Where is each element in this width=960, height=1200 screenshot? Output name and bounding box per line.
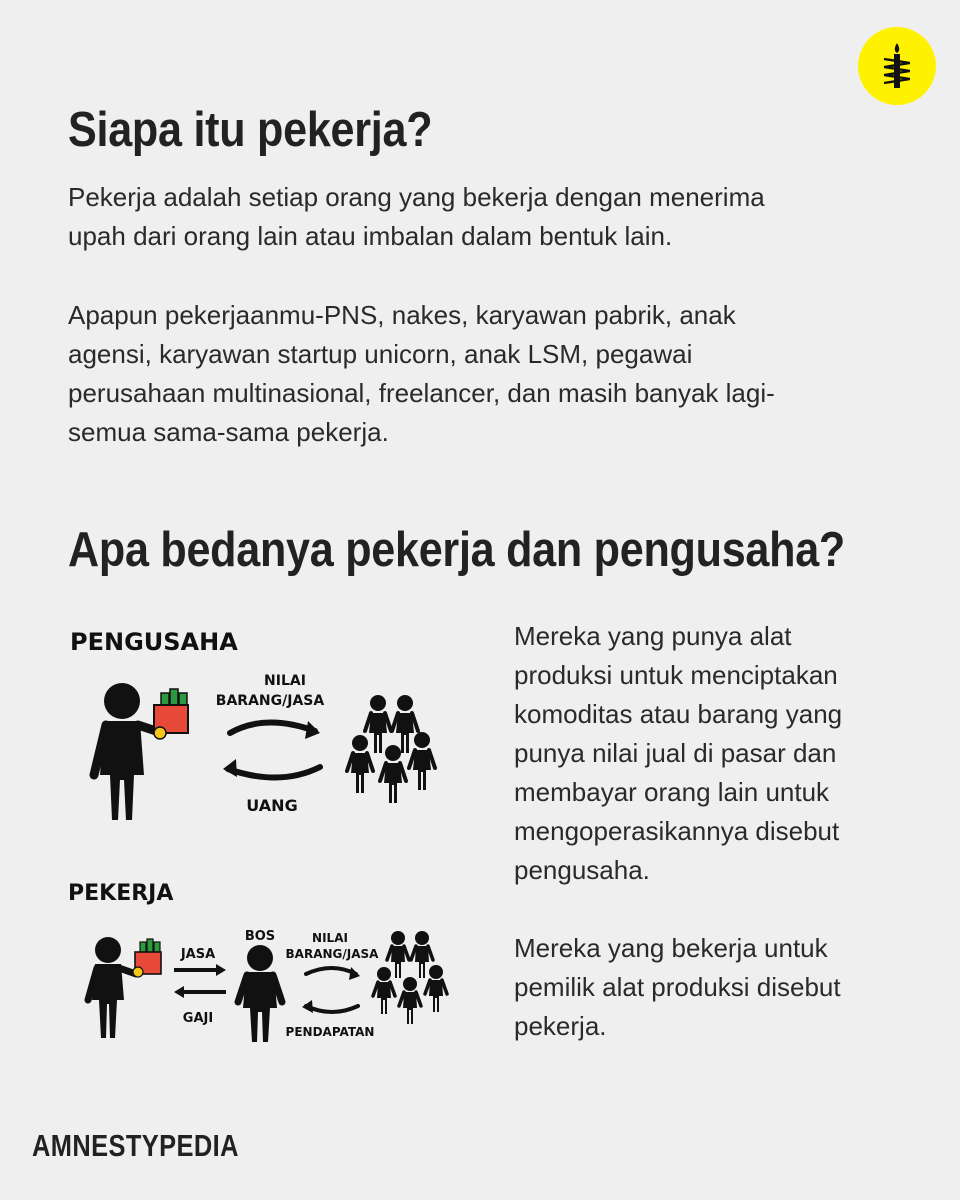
section-title-siapa: Siapa itu pekerja? [68,103,433,157]
amnesty-logo [858,27,936,105]
gaji-label: GAJI [182,1011,214,1026]
arrow-top-label-line2: BARANG/JASA [215,693,325,709]
text-line: pemilik alat produksi disebut [514,972,841,1002]
text-line: Pekerja adalah setiap orang yang bekerja dengan menerima [68,182,765,212]
arrow-top-label-line2: BARANG/JASA [285,947,379,961]
exchange-arrows-icon [174,964,226,998]
group-people-icon [347,695,435,803]
footer-brand: AMNESTYPEDIA [32,1128,239,1163]
cycle-arrows-icon [223,721,320,778]
text-line: produksi untuk menciptakan [514,660,838,690]
text-line: mengoperasikannya disebut [514,816,840,846]
pengusaha-illustration [60,615,480,835]
section-title-bedanya: Apa bedanya pekerja dan pengusaha? [68,523,845,577]
arrow-top-label-line1: NILAI [312,931,348,945]
pengusaha-person-icon [94,683,162,820]
pengusaha-description [514,617,842,890]
cycle-arrows-icon [302,967,360,1013]
pekerja-description [514,929,841,1046]
text-line: Mereka yang punya alat [514,621,792,651]
text-line: upah dari orang lain atau imbalan dalam bentuk lain. [68,221,673,251]
text-line: komoditas atau barang yang [514,699,843,729]
money-wallet-icon [154,689,188,739]
bos-label: BOS [244,929,276,944]
arrow-top-label-line1: NILAI [264,673,306,689]
group-people-icon [373,931,447,1024]
arrow-bottom-label: PENDAPATAN [285,1025,375,1039]
text-line: Apapun pekerjaanmu-PNS, nakes, karyawan pabrik, anak [68,300,736,330]
text-line: pekerja. [514,1011,607,1041]
examples-paragraph [68,296,775,452]
jasa-label: JASA [180,947,216,962]
text-line: perusahaan multinasional, freelancer, dan masih banyak lagi- [68,378,775,408]
text-line: membayar orang lain untuk [514,777,830,807]
worker-person-icon [238,945,282,1042]
pengusaha-label: PENGUSAHA [70,628,238,656]
arrow-bottom-label: UANG [246,796,298,815]
pekerja-illustration [60,870,480,1055]
money-wallet-icon [133,939,161,977]
boss-person-icon [88,937,136,1038]
candle-barbed-wire-icon [875,41,919,91]
text-line: semua sama-sama pekerja. [68,417,389,447]
text-line: agensi, karyawan startup unicorn, anak LSM, pegawai [68,339,693,369]
text-line: punya nilai jual di pasar dan [514,738,837,768]
text-line: pengusaha. [514,855,650,885]
definition-paragraph [68,178,765,256]
text-line: Mereka yang bekerja untuk [514,933,828,963]
pekerja-label: PEKERJA [68,881,174,906]
